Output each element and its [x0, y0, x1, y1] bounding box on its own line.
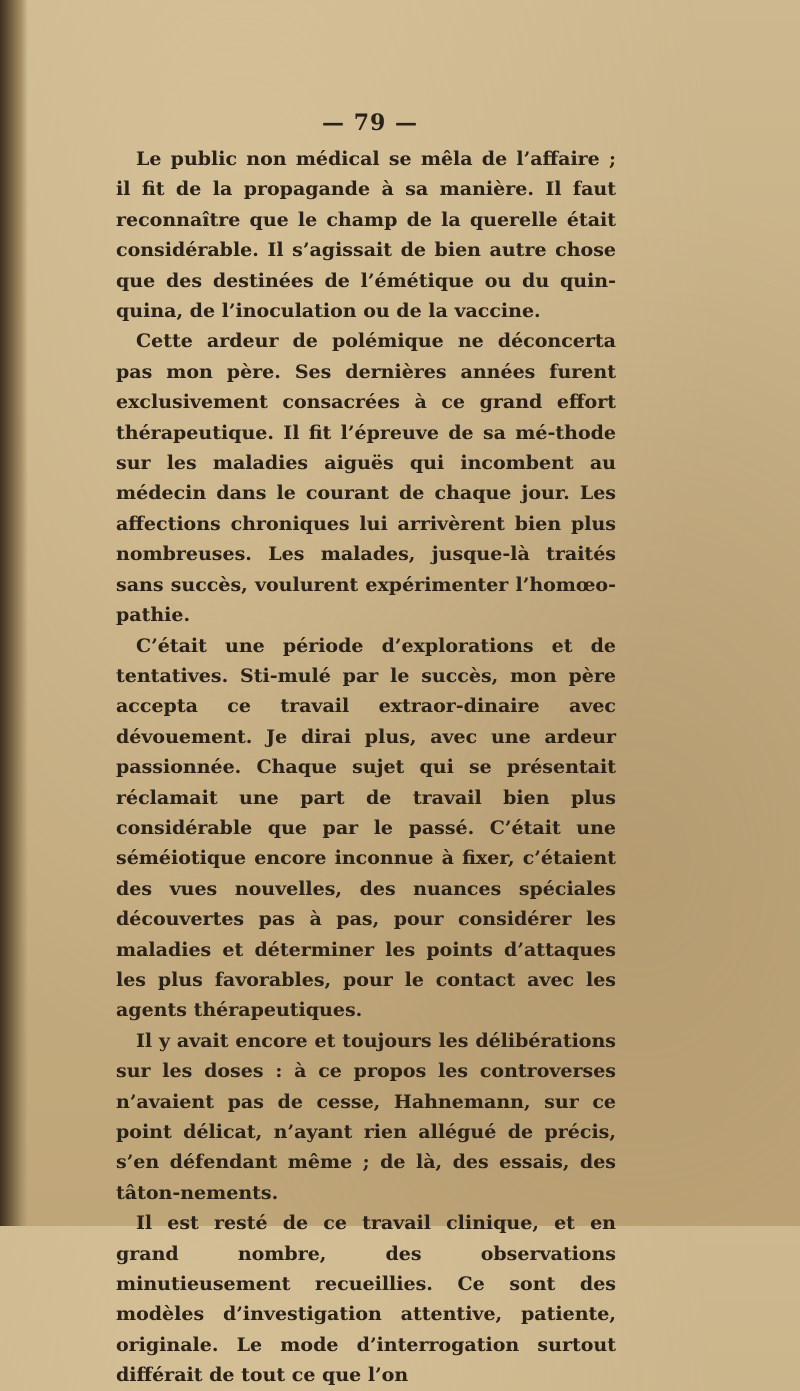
paragraph-2: Cette ardeur de polémique ne déconcerta pas mon père. Ses dernières années furent exclusivement consacrées à ce grand effort thérapeutique. Il fit l’épreuve de sa mé-thode sur les maladies aiguës qui incombent au médecin dans le courant de chaque jour. Les affections chroniques lui arrivèrent bien plus nombreuses. Les malades, jusque-là traités sans succès, voulurent expérimenter l’homœo-pathie. — [116, 330, 616, 627]
paragraph-4: Il y avait encore et toujours les délibérations sur les doses : à ce propos les controverses n’avaient pas de cesse, Hahnemann, sur ce point délicat, n’ayant rien allégué de précis, s’en défendant même ; de là, des essais, des tâton-nements. — [116, 1029, 616, 1204]
paragraph-5: Il est resté de ce travail clinique, et en grand nombre, des observations minutieusement recueillies. Ce sont des modèles d’investigation attentive, patiente, originale. Le mode d’interrogation surtout différait de tout ce que l’on — [116, 1212, 616, 1387]
paragraph-1: Le public non médical se mêla de l’affaire ; il fit de la propagande à sa manière. Il faut reconnaître que le champ de la querelle était considérable. Il s’agissait de bien autre chose que des destinées de l’émétique ou du quin-quina, de l’inoculation ou de la vaccine. — [116, 148, 616, 323]
book-binding-shadow — [0, 0, 28, 1226]
body-text — [116, 144, 616, 1391]
paragraph-3: C’était une période d’explorations et de tentatives. Sti-mulé par le succès, mon père accepta ce travail extraor-dinaire avec dévouement. Je dirai plus, avec une ardeur passionnée. Chaque sujet qui se présentait réclamait une part de travail bien plus considérable que par le passé. C’était une séméiotique encore inconnue à fixer, c’étaient des vues nouvelles, des nuances spéciales découvertes pas à pas, pour considérer les maladies et déterminer les points d’attaques les plus favorables, pour le contact avec les agents thérapeutiques. — [116, 634, 616, 1022]
page-number: — 79 — — [322, 110, 418, 136]
